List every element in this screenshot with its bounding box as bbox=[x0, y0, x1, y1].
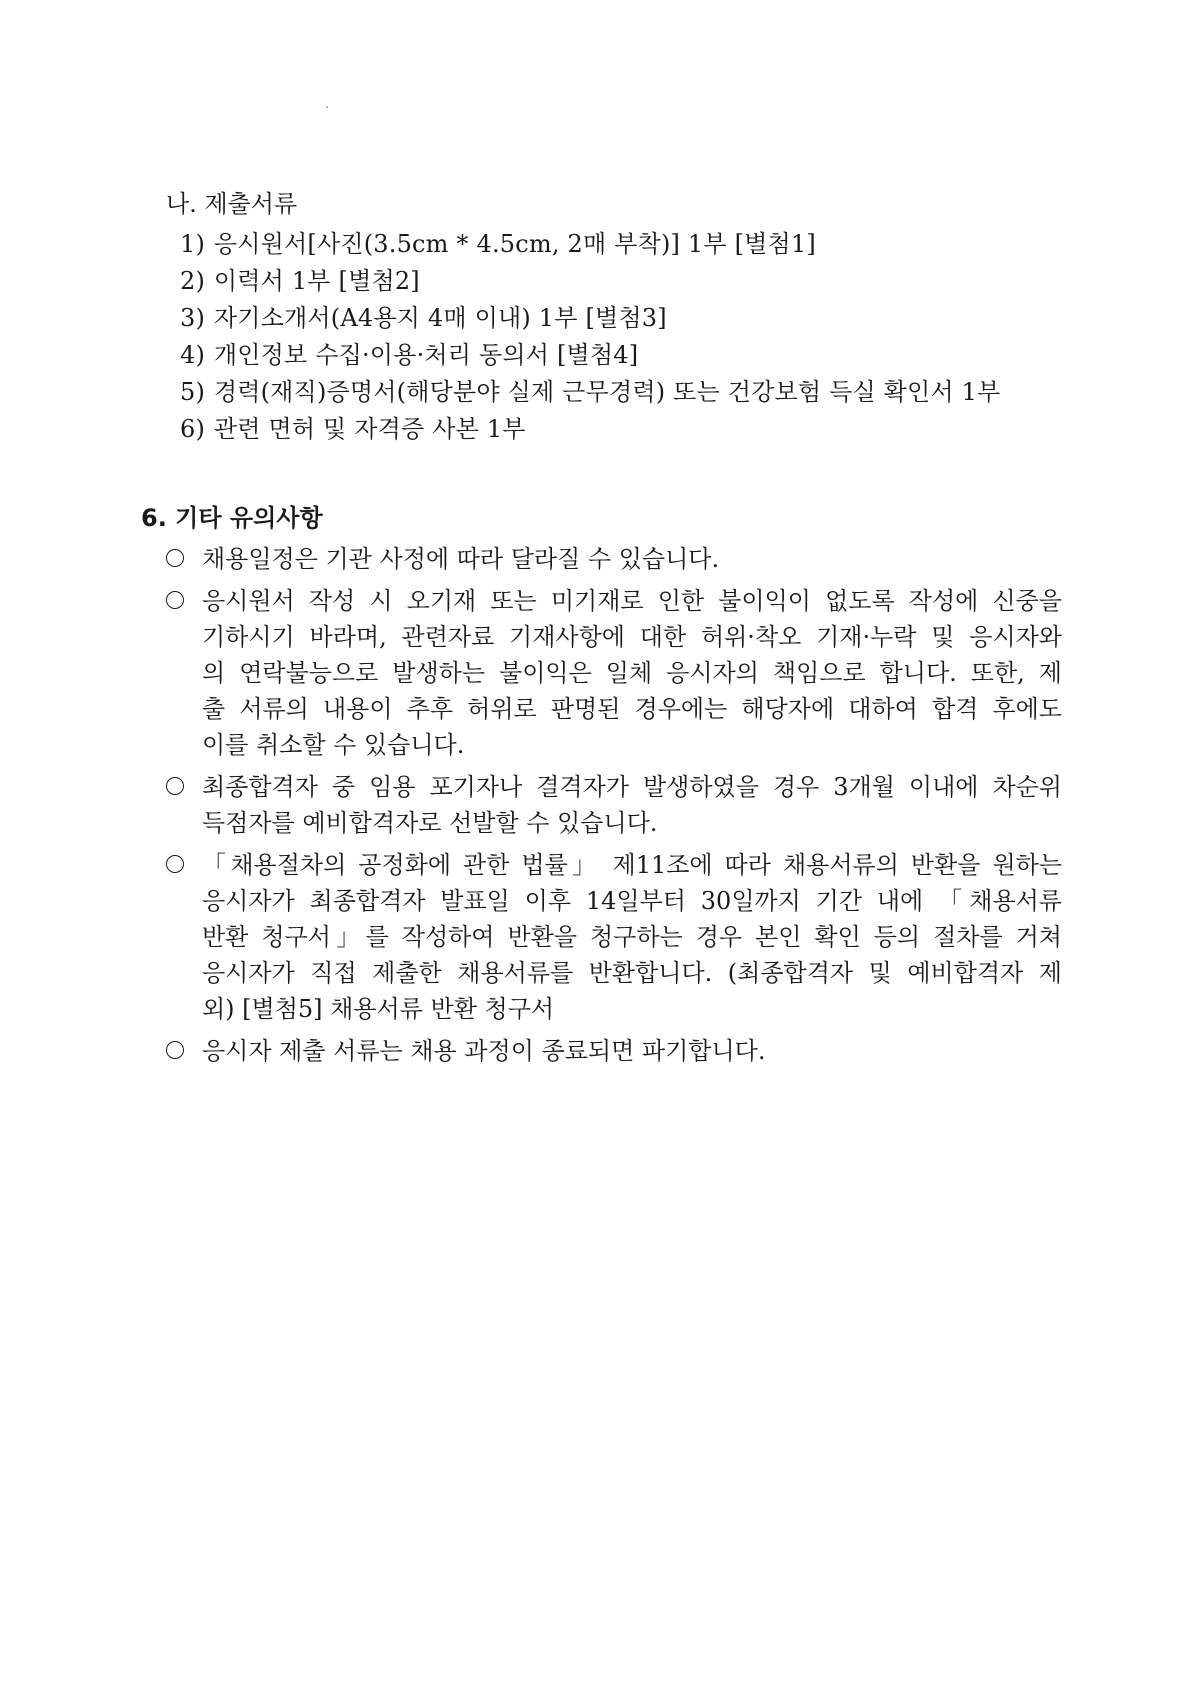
note-item bbox=[162, 769, 1062, 841]
item-number: 5) bbox=[180, 378, 206, 406]
note-line: 득점자를 예비합격자로 선발할 수 있습니다. bbox=[202, 809, 658, 837]
item-text: 응시원서[사진(3.5cm * 4.5cm, 2매 부착)] 1부 [별첨1] bbox=[213, 230, 816, 258]
item-number: 4) bbox=[180, 341, 206, 369]
list-item bbox=[180, 374, 1001, 410]
submission-documents-heading: 나. 제출서류 bbox=[166, 190, 298, 218]
item-number: 6) bbox=[180, 415, 206, 443]
note-line: 의 연락불능으로 발생하는 불이익은 일체 응시자의 책임으로 합니다. 또한, 제 bbox=[202, 659, 1062, 687]
note-line: 응시원서 작성 시 오기재 또는 미기재로 인한 불이익이 없도록 작성에 신중을 bbox=[202, 587, 1062, 615]
note-line: 「채용절차의 공정화에 관한 법률」 제11조에 따라 채용서류의 반환을 원하는 bbox=[202, 851, 1062, 879]
scan-speck bbox=[326, 106, 328, 108]
note-line: 응시자가 직접 제출한 채용서류를 반환합니다. (최종합격자 및 예비합격자 제 bbox=[202, 959, 1062, 987]
item-text: 경력(재직)증명서(해당분야 실제 근무경력) 또는 건강보험 득실 확인서 1부 bbox=[213, 378, 1001, 406]
circle-bullet-icon bbox=[166, 855, 184, 873]
note-line: 반환 청구서」를 작성하여 반환을 청구하는 경우 본인 확인 등의 절차를 거쳐 bbox=[202, 923, 1062, 951]
circle-bullet-icon bbox=[166, 591, 184, 609]
note-line: 기하시기 바라며, 관련자료 기재사항에 대한 허위·착오 기재·누락 및 응시자와 bbox=[202, 623, 1062, 651]
circle-bullet-icon bbox=[166, 777, 184, 795]
note-item bbox=[162, 847, 1062, 1027]
note-line: 응시자 제출 서류는 채용 과정이 종료되면 파기합니다. bbox=[202, 1037, 766, 1065]
note-item bbox=[162, 1033, 1062, 1069]
note-line: 이를 취소할 수 있습니다. bbox=[202, 731, 465, 759]
list-item bbox=[180, 337, 1001, 373]
other-notes-heading: 6. 기타 유의사항 bbox=[141, 504, 323, 532]
circle-bullet-icon bbox=[166, 549, 184, 567]
note-line: 최종합격자 중 임용 포기자나 결격자가 발생하였을 경우 3개월 이내에 차순위 bbox=[202, 773, 1062, 801]
note-line: 출 서류의 내용이 추후 허위로 판명된 경우에는 해당자에 대하여 합격 후에도 bbox=[202, 695, 1062, 723]
note-item bbox=[162, 541, 1062, 577]
item-text: 관련 면허 및 자격증 사본 1부 bbox=[213, 415, 526, 443]
item-number: 2) bbox=[180, 267, 206, 295]
note-line: 채용일정은 기관 사정에 따라 달라질 수 있습니다. bbox=[202, 545, 720, 573]
submission-documents-list bbox=[180, 226, 1001, 448]
list-item bbox=[180, 263, 1001, 299]
note-line: 외) [별첨5] 채용서류 반환 청구서 bbox=[202, 995, 555, 1023]
item-number: 1) bbox=[180, 230, 206, 258]
item-text: 이력서 1부 [별첨2] bbox=[213, 267, 420, 295]
list-item bbox=[180, 226, 1001, 262]
item-text: 자기소개서(A4용지 4매 이내) 1부 [별첨3] bbox=[213, 304, 667, 332]
note-item bbox=[162, 583, 1062, 763]
list-item bbox=[180, 300, 1001, 336]
item-text: 개인정보 수집·이용·처리 동의서 [별첨4] bbox=[213, 341, 639, 369]
item-number: 3) bbox=[180, 304, 206, 332]
list-item bbox=[180, 411, 1001, 447]
circle-bullet-icon bbox=[166, 1041, 184, 1059]
note-line: 응시자가 최종합격자 발표일 이후 14일부터 30일까지 기간 내에 「채용서류 bbox=[202, 887, 1062, 915]
other-notes-list bbox=[162, 541, 1062, 1075]
